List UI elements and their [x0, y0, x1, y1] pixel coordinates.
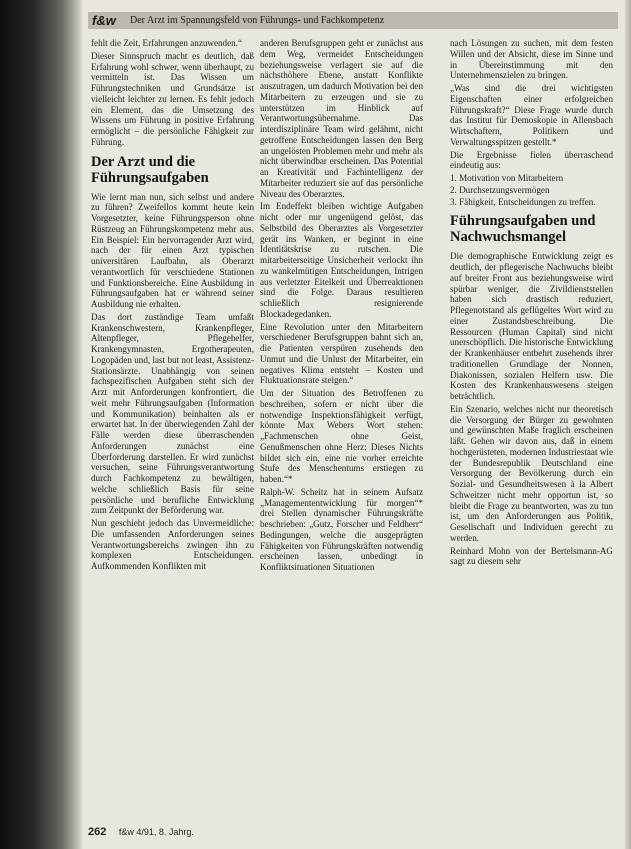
page-number: 262 [88, 826, 107, 838]
journal-logo: f&w [92, 13, 116, 28]
results-list [450, 173, 613, 207]
paragraph: Die Ergebnisse fielen überraschend eindeutig aus: [450, 149, 613, 171]
paragraph: Nun geschieht jedoch das Unvermeidliche: Die umfassenden Anforderungen seines Verantwortungsbereichs zwingen ihn zu komplexen Entscheidungen. Aufkommenden Konflikten mit [91, 518, 254, 571]
paragraph: Die demographische Entwicklung zeigt es deutlich, der pflegerische Nachwuchs bleibt auf breiter Front aus beziehungsweise wird spürbar weniger, die Zivildienststellen haben sich drastisch reduziert, Pflegenotstand als geflügeltes Wort wird zu einer Zustandsbeschreibung. Die Ressourcen (Human Capital) sind nicht unerschöpflich. Die historische Entwicklung der Krankenhäuser entbehrt zusehends ihrer traditionellen Grundlage der Nonnen, Diakonissen, sozialen Helfern usw. Die Kosten des Krankenhauswesens steigen beträchtlich. [450, 251, 613, 401]
running-header [88, 12, 618, 29]
running-title: Der Arzt im Spannungsfeld von Führungs- und Fachkompetenz [130, 15, 385, 26]
page-edge [625, 0, 631, 849]
paragraph: Ein Szenario, welches nicht nur theoretisch die Versorgung der Bürger zu gewohnten und gewünschten Maße fraglich erscheinen läßt. Gehen wir davon aus, daß in einem hochgerüsteten, modernen Industriestaat wie der Bundesrepublik Deutschland eine Versorgung der Bevölkerung durch ein Sozial- und Gesundheitswesen à la Albert Schweitzer nicht mehr opportun ist, so bleibt die Frage zu beantworten, was zu tun ist, um den Anforderungen aus Politik, Gesellschaft und Individuen gerecht zu werden. [450, 403, 613, 543]
paragraph: Reinhard Mohn von der Bertelsmann-AG sagt zu diesem sehr [450, 545, 613, 567]
paragraph: Um der Situation des Betroffenen zu beschreiben, sofern er nicht über die notwendige Inspektionsfähigkeit verfügt, könnte Max Webers Wort stehen: „Fachmenschen ohne Geist, Genußmenschen ohne Herz: Dieses Nichts bildet sich ein, eine nie vorher erreichte Stufe des Menschentums erstiegen zu haben.“* [260, 388, 423, 484]
paragraph: „Was sind die drei wichtigsten Eigenschaften einer erfolgreichen Führungskraft?“ Diese Frage wurde durch das Institut für Demoskopie in Allensbach Wirtschaftern, Politikern und Verwaltungsspitzen gestellt.* [450, 83, 613, 147]
text-column-1 [91, 38, 254, 574]
paragraph: Das dort zuständige Team umfaßt Krankenschwestern, Krankenpfleger, Altenpfleger, Pflegehelfer, Krankengymnasten, Ergotherapeuten, Logopäden und, last but not least, Assistenz-Stationsärzte. Unabhängig von seinen fachspezifischen Aufgaben steht sich der Arzt mit Anforderungen konfrontiert, die weit mehr Führungsaufgaben (Information und Kommunikation) beinhalten als er erwartet hat. In der überwiegenden Zahl der Fälle werden diese überraschenden Anforderungen zunächst eine Überforderung darstellen. Er wird zunächst versuchen, seine Führungsverantwortung durch Fachkompetenz zu bewältigen, welche schließlich Basis für seine persönliche und berufliche Entwicklung zum Zeitpunkt der Beförderung war. [91, 311, 254, 516]
paragraph: anderen Berufsgruppen geht er zunächst aus dem Weg, vermeidet Entscheidungen beziehungsweise verlagert sie auf die nächsthöhere Ebene, anstatt Konflikte auszutragen, um dadurch Motivation bei den Mitarbeitern zu erzeugen und sie zu unterstützen im Hinblick auf Verantwortungsübernahme. Das interdisziplinäre Team wird gelähmt, nicht getroffene Entscheidungen lassen den Berg an ungelösten Problemen mehr und mehr als nicht überwindbar erscheinen. Das Potential an Kreativität und Fachintelligenz der Mitarbeiter reduziert sie auf das persönliche Niveau des Oberarztes. [260, 38, 423, 199]
section-heading: Führungsaufgaben und Nachwuchsmangel [450, 213, 596, 246]
paragraph: fehlt die Zeit, Erfahrungen anzuwenden.“ [91, 38, 242, 48]
text-column-2 [260, 38, 423, 575]
list-item: 2. Durchsetzungsvermögen [450, 184, 550, 195]
paragraph: Im Endeffekt bleiben wichtige Aufgaben nicht oder nur ungenügend gelöst, das Selbstbild des Oberarztes als Vorgesetzter gerät ins Wanken, er beginnt in eine Identitätskrise zu rutschen. Die mitarbeiterseitige Unsicherheit verlockt ihn zu wankelmütigen Entscheidungen, Intrigen aus verletzter Eitelkeit und Überreaktionen sind die Folge. Daraus resultieren schließlich resignierende Blockadegedanken. [260, 201, 423, 319]
text-column-3 [450, 38, 613, 569]
book-spine-shadow [0, 0, 82, 849]
paragraph: Wie lernt man nun, sich selbst und andere zu führen? Zweifellos kommt heute kein Vorgesetzter, keine Führungsperson ohne Rüstzeug an Führungskompetenz mehr aus. Ein Beispiel: Ein hervorragender Arzt wird, nach der für einen Arzt typischen universitären Laufbahn, als Oberarzt verantwortlich für verschiedene Stationen und Funktionsbereiche. Eine Ausbildung in Führungsaufgaben hat er während seiner Ausbildung nie erhalten. [91, 191, 254, 309]
page-footer [88, 826, 194, 838]
list-item: 3. Fähigkeit, Entscheidungen zu treffen. [450, 196, 596, 207]
paragraph: Dieser Sinnspruch macht es deutlich, daß Erfahrung wohl schwer, wenn überhaupt, zu vermitteln ist. Das Wissen um Führungstechniken und Grundsätze ist vielleicht leichter zu lernen. Es fehlt jedoch ein Element, das die Umsetzung des Wissens um Führung in positive Erfahrung ermöglicht – die persönliche Fähigkeit zur Führung. [91, 50, 254, 147]
issue-info: f&w 4/91, 8. Jahrg. [118, 827, 194, 837]
section-heading: Der Arzt und die Führungsaufgaben [91, 153, 209, 186]
list-item: 1. Motivation von Mitarbeitern [450, 173, 564, 183]
paragraph: nach Lösungen zu suchen, mit dem festen Willen und der Absicht, diese im Sinne und in Übereinstimmung mit den Unternehmenszielen zu bringen. [450, 38, 613, 81]
paragraph: Ralph-W. Scheitz hat in seinem Aufsatz „Managemententwicklung für morgen“* drei Stellen dynamischer Führungskräfte beschrieben: „Gutz, Forscher und Feldherr“ Bedingungen, welche die ausgeprägten Fähigkeiten von Führungskräften notwendig erscheinen lassen, unbedingt in Konfliktsituationen Situationen [260, 486, 423, 572]
paragraph: Eine Revolution unter den Mitarbeitern verschiedener Berufsgruppen bahnt sich an, die Patienten verspüren zusehends den Unmut und die Unlust der Mitarbeiter, ein negatives Klima entsteht – Kosten und Fluktuationsrate steigen.“ [260, 321, 423, 386]
